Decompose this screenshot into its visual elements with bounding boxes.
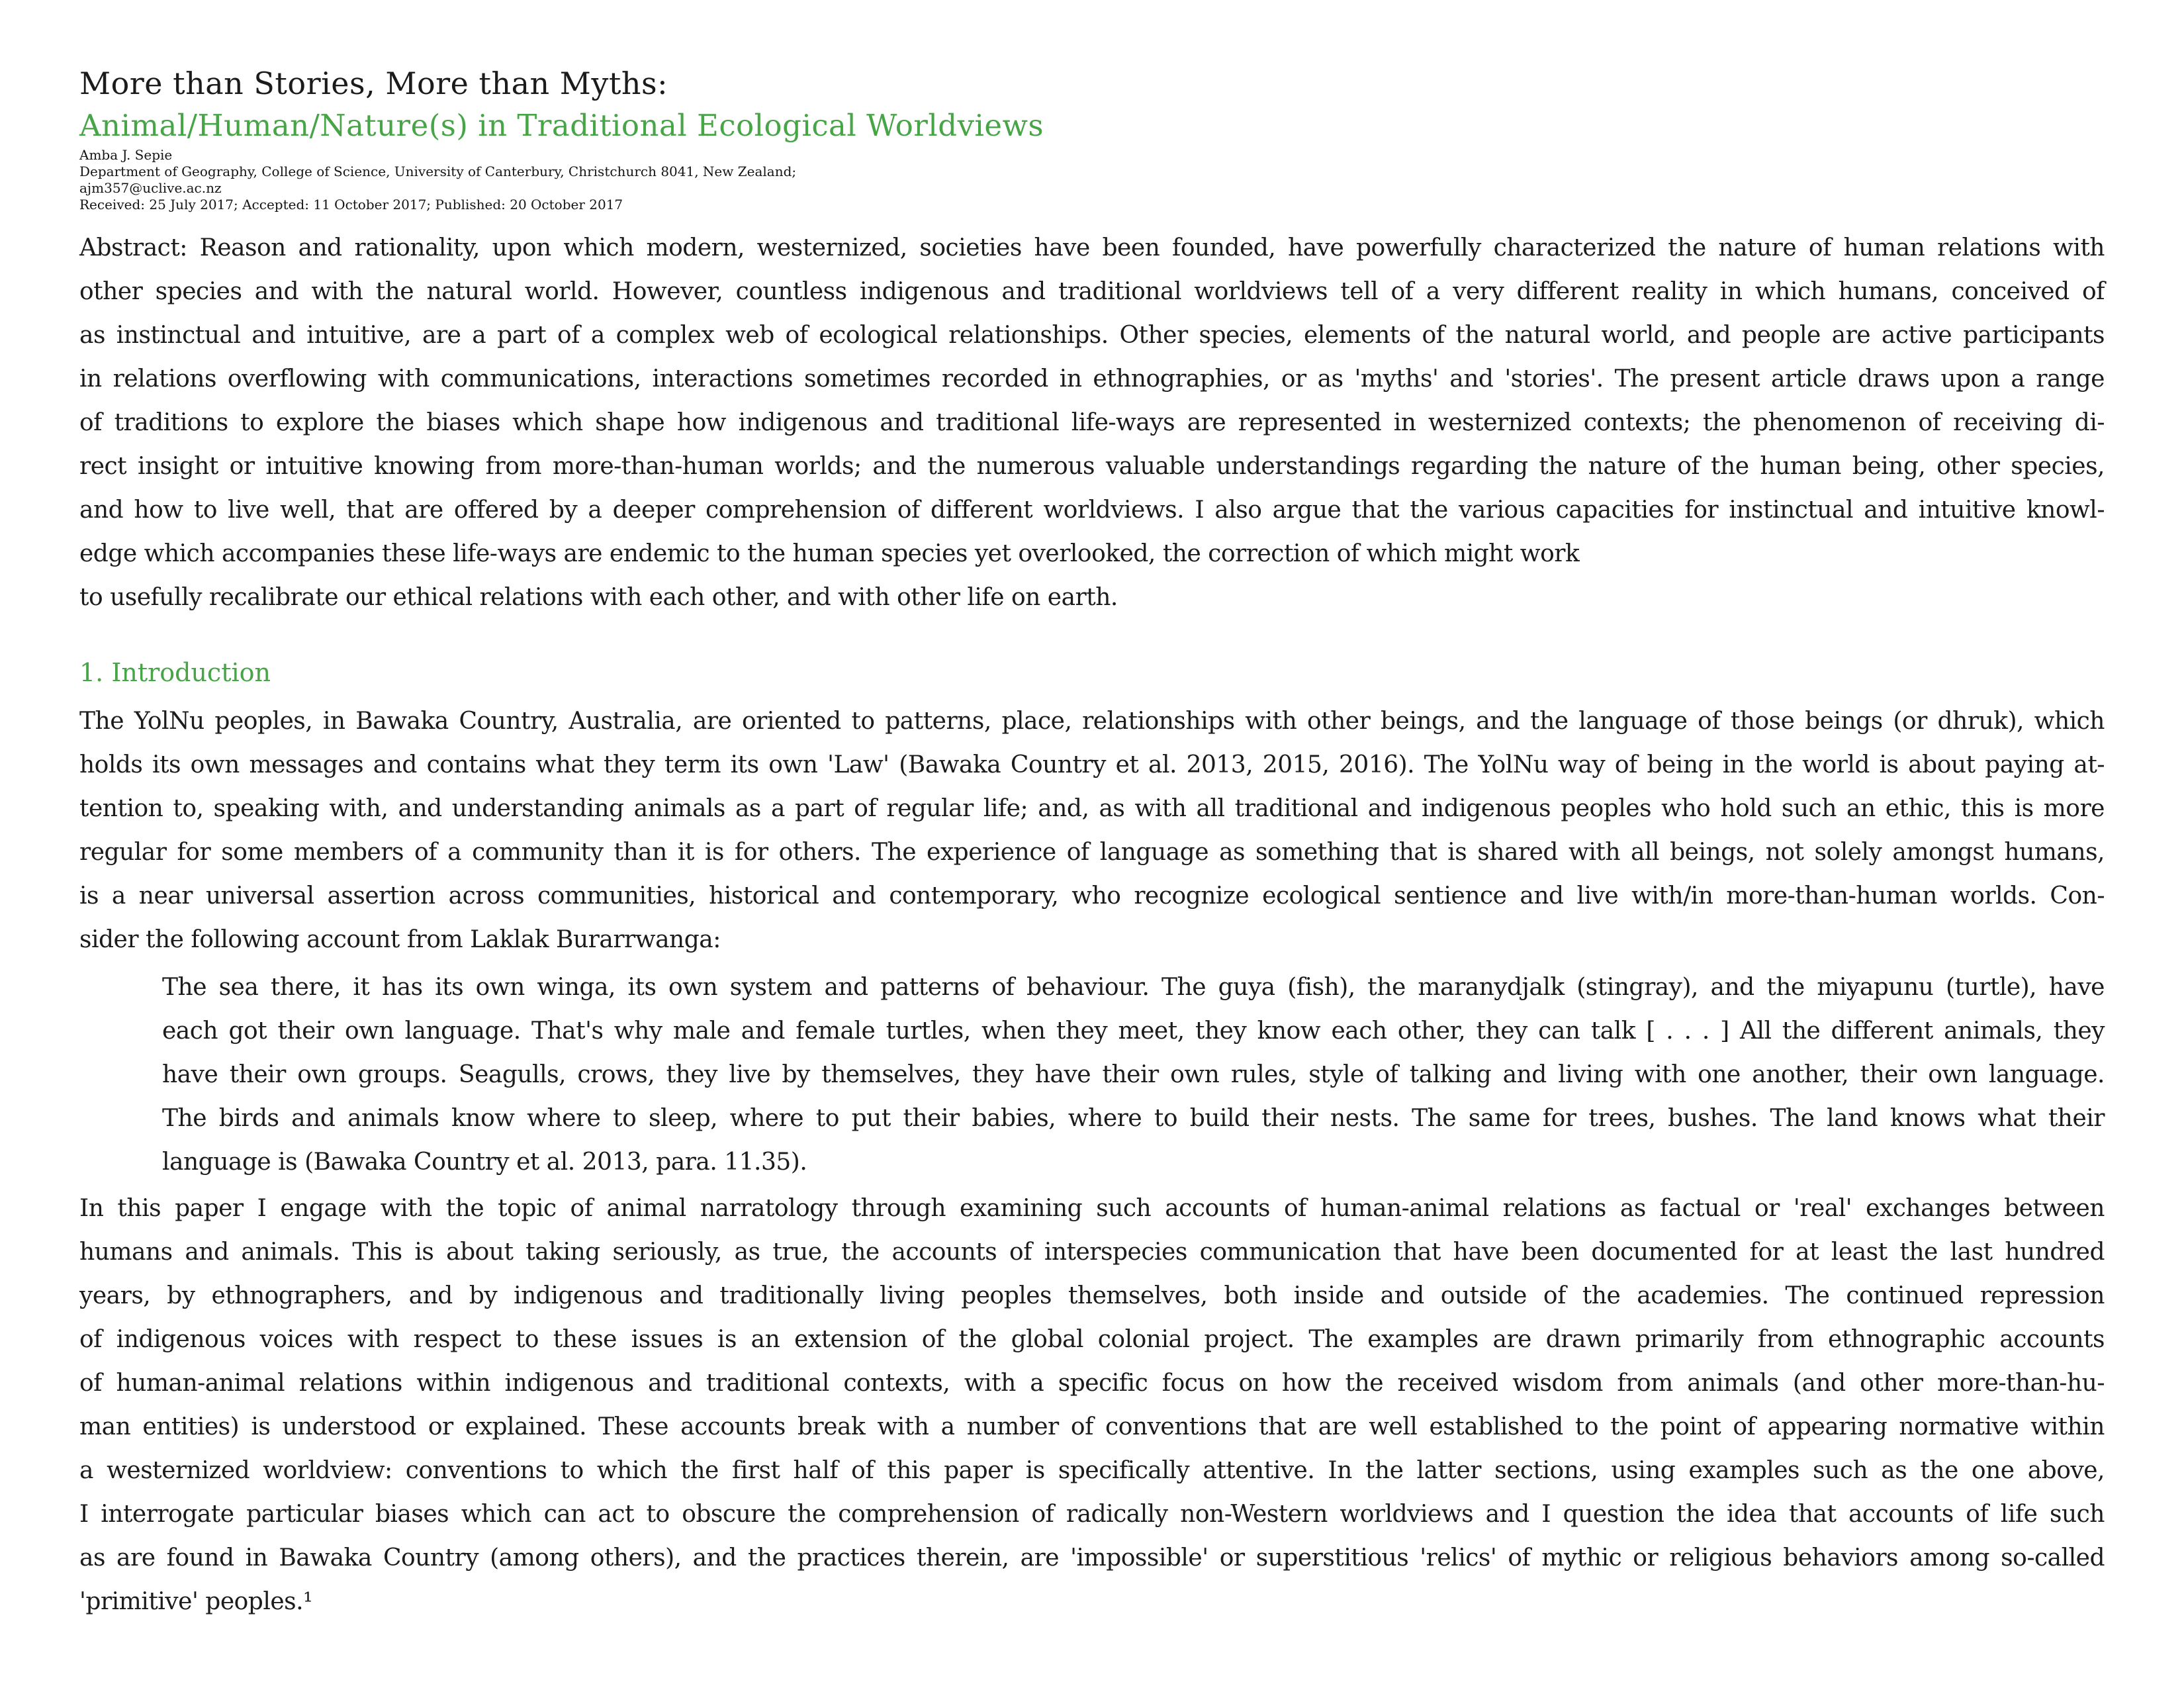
- article-subtitle: Animal/Human/Nature(s) in Traditional Ecological Worldviews: [79, 108, 1044, 143]
- article-title: More than Stories, More than Myths:: [79, 66, 668, 101]
- text-line: regular for some members of a community than it is for others. The experience of language as something that is shared with all beings, not solely amongst humans,: [79, 839, 2105, 866]
- block-quote: [79, 966, 2105, 1184]
- text-line: and how to live well, that are offered by a deeper comprehension of different worldviews. I also argue that the various capacities for instinctual and intuitive knowl-: [79, 496, 2105, 524]
- text-line: of indigenous voices with respect to these issues is an extension of the global colonial project. The examples are drawn primarily from ethnographic accounts: [79, 1326, 2105, 1353]
- text-line: as are found in Bawaka Country (among others), and the practices therein, are 'impossible' or superstitious 'relics' of mythic or religious behaviors among so-called: [79, 1544, 2105, 1571]
- text-line: of human-animal relations within indigenous and traditional contexts, with a specific focus on how the received wisdom from animals (and other more-than-hu-: [79, 1370, 2105, 1397]
- text-line: to usefully recalibrate our ethical relations with each other, and with other life on earth.: [79, 584, 1118, 611]
- text-line: tention to, speaking with, and understanding animals as a part of regular life; and, as with all traditional and indigenous peoples who hold such an ethic, this is more: [79, 795, 2105, 822]
- body-paragraph: [79, 1187, 2105, 1624]
- text-line: a westernized worldview: conventions to which the first half of this paper is specifically attentive. In the latter sections, using examples such as the one above,: [79, 1457, 2105, 1484]
- text-line: edge which accompanies these life-ways are endemic to the human species yet overlooked, the correction of which might work: [79, 540, 1580, 567]
- text-line: as instinctual and intuitive, are a part of a complex web of ecological relationships. Other species, elements of the natural world, and people are active participants: [79, 322, 2105, 349]
- text-line: rect insight or intuitive knowing from more-than-human worlds; and the numerous valuable understandings regarding the nature of the human being, other species,: [79, 453, 2105, 480]
- text-line: in relations overflowing with communications, interactions sometimes recorded in ethnographies, or as 'myths' and 'stories'. The present article draws upon a range: [79, 365, 2105, 393]
- text-line: humans and animals. This is about taking seriously, as true, the accounts of interspecies communication that have been documented for at least the last hundred: [79, 1239, 2105, 1266]
- text-line: years, by ethnographers, and by indigenous and traditionally living peoples themselves, both inside and outside of the academies. The continued repression: [79, 1282, 2105, 1309]
- abstract-paragraph: [79, 226, 2105, 620]
- text-line: holds its own messages and contains what they term its own 'Law' (Bawaka Country et al. 2013, 2015, 2016). The YolNu way of being in the world is about paying at-: [79, 751, 2105, 778]
- text-line: Abstract: Reason and rationality, upon which modern, westernized, societies have been founded, have powerfully characterized the nature of human relations with: [79, 234, 2105, 261]
- article-header: [79, 66, 2105, 213]
- section-heading-introduction: 1. Introduction: [79, 658, 271, 687]
- text-line: The YolNu peoples, in Bawaka Country, Australia, are oriented to patterns, place, relationships with other beings, and the language of those beings (or dhruk), which: [79, 708, 2105, 735]
- text-line: of traditions to explore the biases which shape how indigenous and traditional life-ways are represented in westernized contexts; the phenomenon of receiving di-: [79, 409, 2105, 436]
- text-line: is a near universal assertion across communities, historical and contemporary, who recognize ecological sentience and live with/in more-than-human worlds. Con-: [79, 882, 2105, 910]
- introduction-paragraph: [79, 700, 2105, 962]
- text-line: The birds and animals know where to sleep, where to put their babies, where to build their nests. The same for trees, bushes. The land knows what their: [162, 1105, 2105, 1132]
- article-meta: [79, 147, 2105, 213]
- author-name: Amba J. Sepie: [79, 147, 173, 163]
- text-line: 'primitive' peoples.¹: [79, 1588, 313, 1615]
- text-line: have their own groups. Seagulls, crows, they live by themselves, they have their own rules, style of talking and living with one another, their own language.: [162, 1061, 2105, 1088]
- text-line: other species and with the natural world. However, countless indigenous and traditional worldviews tell of a very different reality in which humans, conceived of: [79, 278, 2105, 305]
- text-line: language is (Bawaka Country et al. 2013, para. 11.35).: [162, 1149, 807, 1176]
- text-line: The sea there, it has its own winga, its own system and patterns of behaviour. The guya (fish), the maranydjalk (stingray), and the miyapunu (turtle), have: [162, 974, 2105, 1001]
- text-line: I interrogate particular biases which can act to obscure the comprehension of radically non-Western worldviews and I question the idea that accounts of life such: [79, 1501, 2105, 1528]
- text-line: man entities) is understood or explained. These accounts break with a number of conventions that are well established to the point of appearing normative within: [79, 1413, 2105, 1440]
- author-affiliation: Department of Geography, College of Science, University of Canterbury, Christchurch 8041, New Zealand;: [79, 164, 797, 179]
- author-email: ajm357@uclive.ac.nz: [79, 180, 222, 196]
- text-line: In this paper I engage with the topic of animal narratology through examining such accounts of human-animal relations as factual or 'real' exchanges between: [79, 1195, 2105, 1222]
- publication-history: Received: 25 July 2017; Accepted: 11 October 2017; Published: 20 October 2017: [79, 197, 623, 212]
- text-line: each got their own language. That's why male and female turtles, when they meet, they know each other, they can talk [ . . . ] All the different animals, they: [162, 1017, 2105, 1045]
- text-line: sider the following account from Laklak Burarrwanga:: [79, 926, 721, 953]
